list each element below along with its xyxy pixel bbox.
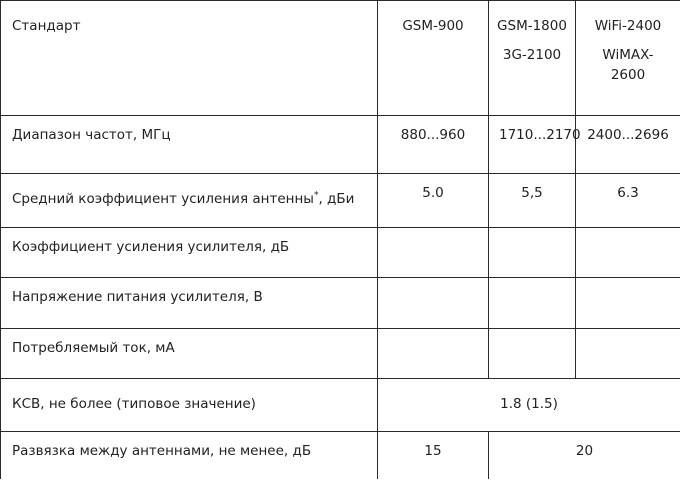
cell-value bbox=[576, 278, 680, 329]
footnote-mark: * bbox=[313, 190, 319, 201]
table-row bbox=[1, 432, 680, 482]
cell-value bbox=[378, 329, 489, 379]
row-label: Диапазон частот, МГц bbox=[1, 116, 378, 174]
header-gsm900: GSM-900 bbox=[378, 1, 489, 116]
cell-value: 5,5 bbox=[489, 174, 576, 228]
cell-value: 880...960 bbox=[378, 116, 489, 174]
row-label: Напряжение питания усилителя, В bbox=[1, 278, 378, 329]
cell-value bbox=[489, 228, 576, 278]
table-row bbox=[1, 329, 680, 379]
row-label: Коэффициент усиления усилителя, дБ bbox=[1, 228, 378, 278]
cell-value bbox=[378, 228, 489, 278]
cell-value-merged: 1.8 (1.5) bbox=[378, 379, 680, 432]
cell-value bbox=[489, 329, 576, 379]
cell-value: 2400...2696 bbox=[576, 116, 680, 174]
cell-value bbox=[489, 278, 576, 329]
cell-value: 5.0 bbox=[378, 174, 489, 228]
cell-value: 15 bbox=[378, 432, 489, 482]
row-label: КСВ, не более (типовое значение) bbox=[1, 379, 378, 432]
table-row bbox=[1, 174, 680, 228]
cell-value-merged: 20 bbox=[489, 432, 680, 482]
cell-value: 6.3 bbox=[576, 174, 680, 228]
table-row bbox=[1, 116, 680, 174]
row-label: Потребляемый ток, мА bbox=[1, 329, 378, 379]
table-row bbox=[1, 379, 680, 432]
cell-value bbox=[576, 329, 680, 379]
cell-value bbox=[576, 228, 680, 278]
row-label: Средний коэффициент усиления антенны*, дБи bbox=[1, 174, 378, 228]
table-row bbox=[1, 278, 680, 329]
cell-value: 1710...2170 bbox=[489, 116, 576, 174]
cell-value bbox=[378, 278, 489, 329]
table-header-row bbox=[1, 1, 680, 116]
header-standard-label: Стандарт bbox=[1, 1, 378, 116]
header-gsm1800-3g2100: GSM-1800 3G-2100 bbox=[489, 1, 576, 116]
table-row bbox=[1, 228, 680, 278]
row-label: Развязка между антеннами, не менее, дБ bbox=[1, 432, 378, 482]
header-wifi-wimax: WiFi-2400 WiMAX-2600 bbox=[576, 1, 680, 116]
bottom-margin bbox=[0, 479, 680, 483]
